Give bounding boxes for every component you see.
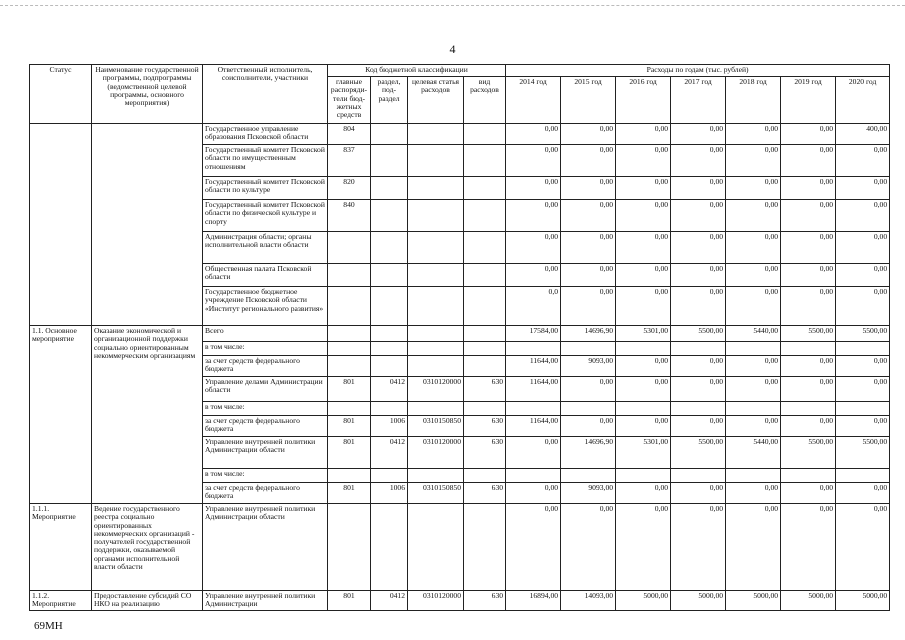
value-cell: 0,00 (616, 504, 671, 591)
type-cell: 630 (464, 437, 506, 469)
value-cell (726, 469, 781, 483)
grbs-cell: 837 (328, 145, 371, 177)
value-cell: 0,00 (836, 504, 890, 591)
type-cell (464, 356, 506, 377)
value-cell: 0,00 (726, 416, 781, 437)
value-cell: 5000,00 (726, 591, 781, 611)
value-cell: 0,00 (781, 483, 836, 504)
value-cell: 11644,00 (506, 377, 561, 402)
section-cell (371, 402, 408, 416)
responsible-cell: Управление делами Администрации области (203, 377, 328, 402)
responsible-cell: Государственный комитет Псковской области по культуре (203, 177, 328, 200)
type-cell (464, 264, 506, 287)
value-cell: 5500,00 (781, 326, 836, 342)
section-cell (371, 326, 408, 342)
responsible-cell: Управление внутренней политики Администрации области (203, 437, 328, 469)
type-cell: 630 (464, 377, 506, 402)
value-cell: 0,00 (616, 416, 671, 437)
type-cell (464, 342, 506, 356)
target-cell: 0310150850 (408, 483, 464, 504)
value-cell: 0,00 (671, 483, 726, 504)
value-cell: 0,00 (726, 356, 781, 377)
type-cell (464, 124, 506, 145)
header-section: раздел, под-раздел (371, 76, 408, 123)
value-cell: 0,00 (506, 124, 561, 145)
value-cell: 0,00 (781, 504, 836, 591)
section-cell (371, 356, 408, 377)
value-cell: 0,00 (726, 145, 781, 177)
value-cell: 0,00 (616, 124, 671, 145)
header-name: Наименование государственной программы, подпрограммы (ведомственной целевой программы, основного мероприятия) (92, 65, 203, 124)
value-cell: 0,00 (671, 264, 726, 287)
value-cell: 5000,00 (671, 591, 726, 611)
value-cell: 0,00 (781, 177, 836, 200)
grbs-cell: 820 (328, 177, 371, 200)
status-cell: 1.1.1. Мероприятие (30, 504, 92, 591)
value-cell: 0,00 (726, 200, 781, 232)
value-cell: 0,00 (726, 377, 781, 402)
grbs-cell: 801 (328, 377, 371, 402)
footer-code: 69МН (34, 620, 63, 632)
value-cell: 5000,00 (781, 591, 836, 611)
value-cell: 5301,00 (616, 437, 671, 469)
target-cell (408, 177, 464, 200)
type-cell: 630 (464, 416, 506, 437)
target-cell (408, 402, 464, 416)
value-cell: 0,00 (561, 504, 616, 591)
value-cell: 0,00 (836, 232, 890, 264)
value-cell: 0,00 (726, 287, 781, 326)
value-cell: 0,00 (726, 177, 781, 200)
value-cell (506, 402, 561, 416)
grbs-cell (328, 287, 371, 326)
header-type: вид расходов (464, 76, 506, 123)
target-cell (408, 326, 464, 342)
responsible-cell: Управление внутренней политики Администрации (203, 591, 328, 611)
section-cell (371, 232, 408, 264)
value-cell: 0,00 (781, 287, 836, 326)
value-cell: 14093,00 (561, 591, 616, 611)
type-cell (464, 200, 506, 232)
value-cell (506, 469, 561, 483)
header-year: 2017 год (671, 76, 726, 123)
value-cell: 5500,00 (781, 437, 836, 469)
value-cell: 0,00 (506, 232, 561, 264)
value-cell: 11644,00 (506, 356, 561, 377)
value-cell: 14696,90 (561, 437, 616, 469)
value-cell: 0,00 (616, 177, 671, 200)
type-cell: 630 (464, 483, 506, 504)
value-cell: 0,00 (781, 416, 836, 437)
value-cell (836, 402, 890, 416)
value-cell: 0,00 (561, 264, 616, 287)
name-cell (92, 124, 203, 326)
value-cell: 0,00 (616, 377, 671, 402)
value-cell: 0,00 (506, 437, 561, 469)
target-cell (408, 342, 464, 356)
value-cell: 0,00 (671, 416, 726, 437)
value-cell: 0,00 (506, 504, 561, 591)
header-year: 2018 год (726, 76, 781, 123)
value-cell: 0,00 (836, 264, 890, 287)
header-target: целевая статья расходов (408, 76, 464, 123)
value-cell: 0,00 (561, 287, 616, 326)
section-cell (371, 177, 408, 200)
value-cell: 5440,00 (726, 437, 781, 469)
type-cell (464, 232, 506, 264)
value-cell: 5500,00 (836, 437, 890, 469)
grbs-cell (328, 469, 371, 483)
value-cell (561, 402, 616, 416)
budget-table (29, 64, 890, 611)
responsible-cell: за счет средств федерального бюджета (203, 416, 328, 437)
type-cell (464, 287, 506, 326)
type-cell (464, 145, 506, 177)
value-cell (726, 342, 781, 356)
section-cell (371, 200, 408, 232)
header-expenses: Расходы по годам (тыс. рублей) (506, 65, 890, 77)
responsible-cell: Общественная палата Псковской области (203, 264, 328, 287)
value-cell: 0,00 (506, 200, 561, 232)
value-cell: 0,00 (671, 177, 726, 200)
value-cell: 5500,00 (836, 326, 890, 342)
value-cell: 0,00 (506, 264, 561, 287)
section-cell: 1006 (371, 483, 408, 504)
status-cell (30, 124, 92, 326)
value-cell: 0,00 (836, 287, 890, 326)
value-cell: 0,00 (836, 200, 890, 232)
value-cell: 0,00 (836, 377, 890, 402)
header-row-1 (30, 65, 890, 77)
target-cell (408, 469, 464, 483)
value-cell: 0,00 (726, 483, 781, 504)
responsible-cell: Всего (203, 326, 328, 342)
value-cell: 0,00 (836, 145, 890, 177)
value-cell: 0,00 (781, 356, 836, 377)
header-year: 2014 год (506, 76, 561, 123)
value-cell: 0,00 (671, 504, 726, 591)
value-cell: 0,00 (671, 287, 726, 326)
target-cell (408, 232, 464, 264)
header-status: Статус (30, 65, 92, 124)
target-cell: 0310120000 (408, 591, 464, 611)
grbs-cell (328, 402, 371, 416)
value-cell: 0,00 (671, 356, 726, 377)
section-cell (371, 504, 408, 591)
table-row (30, 124, 890, 145)
value-cell: 0,00 (616, 287, 671, 326)
section-cell (371, 264, 408, 287)
value-cell: 0,00 (671, 232, 726, 264)
grbs-cell: 804 (328, 124, 371, 145)
value-cell: 9093,00 (561, 483, 616, 504)
value-cell (671, 342, 726, 356)
header-responsible: Ответственный исполнитель, соисполнители, участники (203, 65, 328, 124)
section-cell: 0412 (371, 437, 408, 469)
value-cell (616, 342, 671, 356)
value-cell: 5500,00 (671, 326, 726, 342)
value-cell (781, 402, 836, 416)
value-cell: 0,00 (781, 200, 836, 232)
section-cell (371, 469, 408, 483)
value-cell: 0,00 (836, 416, 890, 437)
value-cell: 0,00 (616, 200, 671, 232)
section-cell: 0412 (371, 591, 408, 611)
value-cell: 0,00 (726, 264, 781, 287)
grbs-cell (328, 264, 371, 287)
value-cell: 0,00 (561, 377, 616, 402)
value-cell (726, 402, 781, 416)
value-cell: 0,00 (836, 483, 890, 504)
value-cell: 0,00 (616, 483, 671, 504)
value-cell: 9093,00 (561, 356, 616, 377)
grbs-cell (328, 356, 371, 377)
grbs-cell (328, 326, 371, 342)
section-cell (371, 145, 408, 177)
grbs-cell: 840 (328, 200, 371, 232)
value-cell (671, 402, 726, 416)
type-cell: 630 (464, 591, 506, 611)
value-cell: 0,00 (616, 232, 671, 264)
section-cell: 0412 (371, 377, 408, 402)
table-row (30, 591, 890, 611)
value-cell (781, 469, 836, 483)
target-cell: 0310150850 (408, 416, 464, 437)
name-cell: Оказание экономической и организационной поддержки социально ориентированным некоммерческим организациям (92, 326, 203, 504)
value-cell: 0,00 (781, 124, 836, 145)
target-cell (408, 124, 464, 145)
value-cell: 0,00 (781, 232, 836, 264)
value-cell: 5301,00 (616, 326, 671, 342)
value-cell: 5440,00 (726, 326, 781, 342)
header-year: 2019 год (781, 76, 836, 123)
responsible-cell: за счет средств федерального бюджета (203, 483, 328, 504)
page-number: 4 (449, 42, 456, 56)
grbs-cell: 801 (328, 416, 371, 437)
grbs-cell: 801 (328, 483, 371, 504)
value-cell: 0,00 (836, 356, 890, 377)
value-cell: 0,00 (781, 264, 836, 287)
value-cell (561, 469, 616, 483)
value-cell (616, 402, 671, 416)
value-cell: 0,00 (616, 145, 671, 177)
responsible-cell: Государственное бюджетное учреждение Псковской области «Институт регионального развития» (203, 287, 328, 326)
section-cell (371, 342, 408, 356)
value-cell: 0,00 (671, 200, 726, 232)
value-cell (506, 342, 561, 356)
header-year: 2020 год (836, 76, 890, 123)
target-cell (408, 287, 464, 326)
grbs-cell (328, 342, 371, 356)
value-cell: 17584,00 (506, 326, 561, 342)
section-cell (371, 124, 408, 145)
value-cell: 0,00 (506, 483, 561, 504)
value-cell: 0,00 (616, 356, 671, 377)
grbs-cell (328, 504, 371, 591)
responsible-cell: в том числе: (203, 469, 328, 483)
value-cell: 0,00 (836, 177, 890, 200)
value-cell: 0,00 (726, 504, 781, 591)
value-cell: 5000,00 (616, 591, 671, 611)
name-cell: Ведение государственного реестра социально ориентированных некоммерческих организаций - получателей государственной поддержки, оказываемой органами исполнительной власти области (92, 504, 203, 591)
type-cell (464, 326, 506, 342)
value-cell: 0,00 (671, 377, 726, 402)
value-cell: 0,00 (506, 177, 561, 200)
value-cell: 0,0 (506, 287, 561, 326)
value-cell: 16894,00 (506, 591, 561, 611)
header-grbs: главные распоряди-тели бюд-жетных средств (328, 76, 371, 123)
value-cell (561, 342, 616, 356)
target-cell (408, 356, 464, 377)
type-cell (464, 469, 506, 483)
value-cell (836, 342, 890, 356)
responsible-cell: Администрация области; органы исполнительной власти области (203, 232, 328, 264)
header-year: 2015 год (561, 76, 616, 123)
target-cell (408, 504, 464, 591)
grbs-cell (328, 232, 371, 264)
grbs-cell: 801 (328, 437, 371, 469)
table-row (30, 504, 890, 591)
scan-edge (0, 5, 905, 6)
responsible-cell: в том числе: (203, 342, 328, 356)
value-cell (836, 469, 890, 483)
grbs-cell: 801 (328, 591, 371, 611)
value-cell: 0,00 (726, 232, 781, 264)
value-cell: 0,00 (561, 145, 616, 177)
table-body (30, 124, 890, 611)
responsible-cell: в том числе: (203, 402, 328, 416)
table-row (30, 326, 890, 342)
name-cell: Предоставление субсидий СО НКО на реализацию (92, 591, 203, 611)
target-cell (408, 145, 464, 177)
target-cell (408, 200, 464, 232)
responsible-cell: за счет средств федерального бюджета (203, 356, 328, 377)
value-cell: 0,00 (781, 377, 836, 402)
status-cell: 1.1. Основное мероприятие (30, 326, 92, 504)
type-cell (464, 504, 506, 591)
value-cell (616, 469, 671, 483)
value-cell (671, 469, 726, 483)
value-cell: 0,00 (671, 124, 726, 145)
target-cell (408, 264, 464, 287)
value-cell: 0,00 (671, 145, 726, 177)
value-cell: 14696,90 (561, 326, 616, 342)
value-cell: 0,00 (781, 145, 836, 177)
header-year: 2016 год (616, 76, 671, 123)
value-cell: 5500,00 (671, 437, 726, 469)
type-cell (464, 402, 506, 416)
responsible-cell: Государственный комитет Псковской области по физической культуре и спорту (203, 200, 328, 232)
value-cell: 0,00 (561, 177, 616, 200)
type-cell (464, 177, 506, 200)
value-cell: 0,00 (561, 232, 616, 264)
value-cell: 0,00 (506, 145, 561, 177)
value-cell: 5000,00 (836, 591, 890, 611)
value-cell: 0,00 (561, 200, 616, 232)
value-cell: 400,00 (836, 124, 890, 145)
target-cell: 0310120000 (408, 377, 464, 402)
responsible-cell: Государственное управление образования Псковской области (203, 124, 328, 145)
header-budget-code: Код бюджетной классификации (328, 65, 506, 77)
section-cell (371, 287, 408, 326)
target-cell: 0310120000 (408, 437, 464, 469)
value-cell: 0,00 (616, 264, 671, 287)
value-cell: 11644,00 (506, 416, 561, 437)
status-cell: 1.1.2. Мероприятие (30, 591, 92, 611)
responsible-cell: Управление внутренней политики Администрации области (203, 504, 328, 591)
value-cell (781, 342, 836, 356)
value-cell: 0,00 (726, 124, 781, 145)
value-cell: 0,00 (561, 124, 616, 145)
responsible-cell: Государственный комитет Псковской области по имущественным отношениям (203, 145, 328, 177)
section-cell: 1006 (371, 416, 408, 437)
value-cell: 0,00 (561, 416, 616, 437)
